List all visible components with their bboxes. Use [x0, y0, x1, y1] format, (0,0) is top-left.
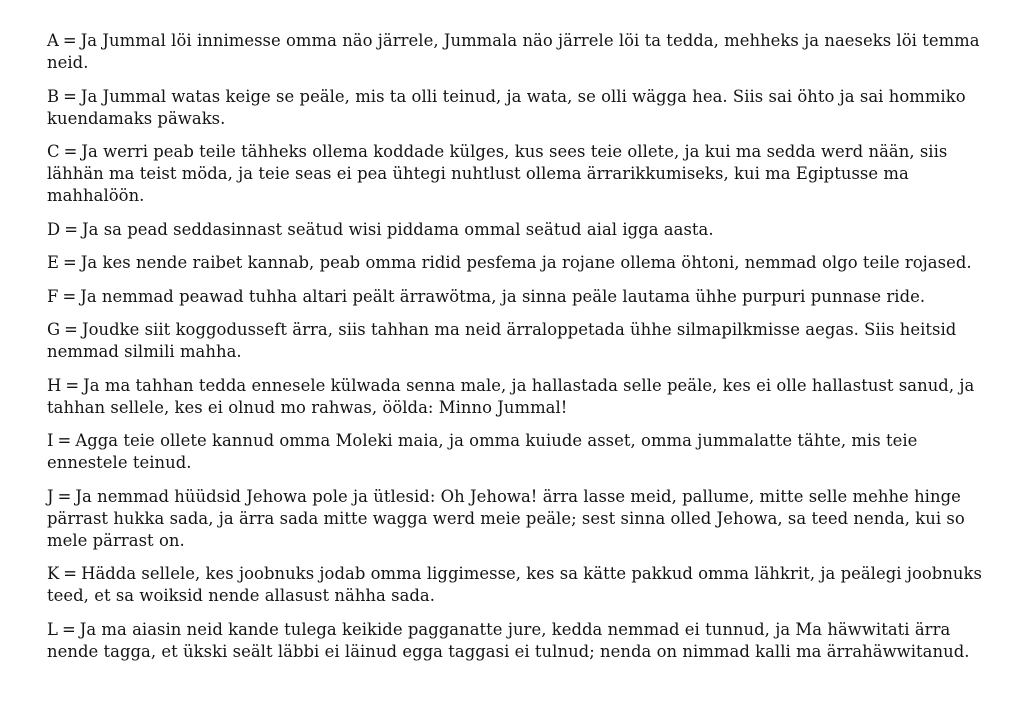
entry-text: Ja ma aiasin neid kande tulega keikide pagganatte jure, kedda nemmad ei tunnud, ja Ma häwwitati ärra nende tagga, et ükski seält läbbi ei läinud egga taggasi ei tulnud; nenda on nimmad kalli ma ärrahäwwitanud. — [47, 619, 970, 661]
entry-k — [47, 563, 982, 607]
entry-text: Ja ma tahhan tedda ennesele külwada senna male, ja hallastada selle peäle, kes ei olle hallastust sanud, ja tahhan sellele, kes ei olnud mo rahwas, öölda: Minno Jummal! — [47, 375, 975, 417]
entry-key: I — [47, 431, 54, 450]
entry-key: A — [47, 31, 59, 50]
entry-l — [47, 619, 982, 663]
entry-key: G — [47, 320, 61, 339]
entry-h — [47, 375, 982, 419]
entry-key: H — [47, 375, 62, 395]
entry-c — [47, 141, 982, 207]
entry-separator: = — [65, 375, 80, 395]
entry-text: Ja kes nende raibet kannab, peab omma ridid pesfema ja rojane ollema öhtoni, nemmad olgo teile rojased. — [80, 253, 972, 272]
entry-e — [47, 252, 982, 274]
entry-separator: = — [63, 86, 77, 106]
entry-text: Ja Jummal watas keige se peäle, mis ta olli teinud, ja wata, se olli wägga hea. Siis sai öhto ja sai hommiko kuendamaks päwaks. — [47, 86, 966, 128]
entry-text: Ja Jummal löi innimesse omma näo järrele, Jummala näo järrele löi ta tedda, mehheks ja naeseks löi temma neid. — [47, 31, 980, 72]
document-body — [47, 30, 982, 674]
entry-g — [47, 319, 982, 363]
entry-text: Joudke siit koggodusseft ärra, siis tahhan ma neid ärraloppetada ühhe silmapilkmisse aegas. Siis heitsid nemmad silmili mahha. — [47, 320, 957, 361]
entry-key: L — [47, 619, 58, 639]
entry-key: K — [47, 564, 60, 583]
entry-d — [47, 219, 982, 241]
entry-separator: = — [64, 320, 78, 339]
entry-key: E — [47, 253, 60, 272]
entry-text: Ja werri peab teile tähheks ollema koddade külges, kus sees teie ollete, ja kui ma sedda werd nään, siis lähhän ma teist möda, ja teie seas ei pea ühtegi nuhtlust ollema ärrarikkumiseks, kui ma Egiptusse ma mahhalöön. — [47, 142, 948, 205]
entry-j — [47, 486, 982, 552]
entry-text: Ja nemmad hüüdsid Jehowa pole ja ütlesid: Oh Jehowa! ärra lasse meid, pallume, mitte selle mehhe hinge pärrast hukka sada, ja ärra sada mitte wagga werd meie peäle; sest sinna olled Jehowa, sa teed nenda, kui so mele pärrast on. — [47, 486, 965, 550]
entry-key: F — [47, 286, 59, 306]
entry-separator: = — [62, 31, 77, 50]
entry-key: D — [47, 219, 61, 239]
entry-separator: = — [62, 286, 77, 306]
entry-key: C — [47, 142, 60, 161]
entry-text: Hädda sellele, kes joobnuks jodab omma liggimesse, kes sa kätte pakkud omma lähkrit, ja peälegi joobnuks teed, et sa woiksid nende allasust nähha sada. — [47, 564, 982, 605]
entry-f — [47, 286, 982, 308]
entry-a — [47, 30, 982, 74]
entry-b — [47, 86, 982, 130]
entry-key: J — [47, 486, 54, 506]
entry-i — [47, 430, 982, 474]
entry-separator: = — [57, 431, 72, 450]
entry-key: B — [47, 86, 60, 106]
entry-separator: = — [61, 619, 76, 639]
entry-separator: = — [63, 253, 77, 272]
entry-text: Ja nemmad peawad tuhha altari peält ärrawötma, ja sinna peäle lautama ühhe purpuri punnase ride. — [80, 286, 926, 306]
entry-separator: = — [57, 486, 72, 506]
entry-text: Ja sa pead seddasinnast seätud wisi piddama ommal seätud aial igga aasta. — [82, 219, 714, 239]
entry-text: Agga teie ollete kannud omma Moleki maia, ja omma kuiude asset, omma jummalatte tähte, mis teie ennestele teinud. — [47, 431, 918, 472]
entry-separator: = — [64, 219, 78, 239]
entry-separator: = — [63, 564, 78, 583]
entry-separator: = — [63, 142, 78, 161]
